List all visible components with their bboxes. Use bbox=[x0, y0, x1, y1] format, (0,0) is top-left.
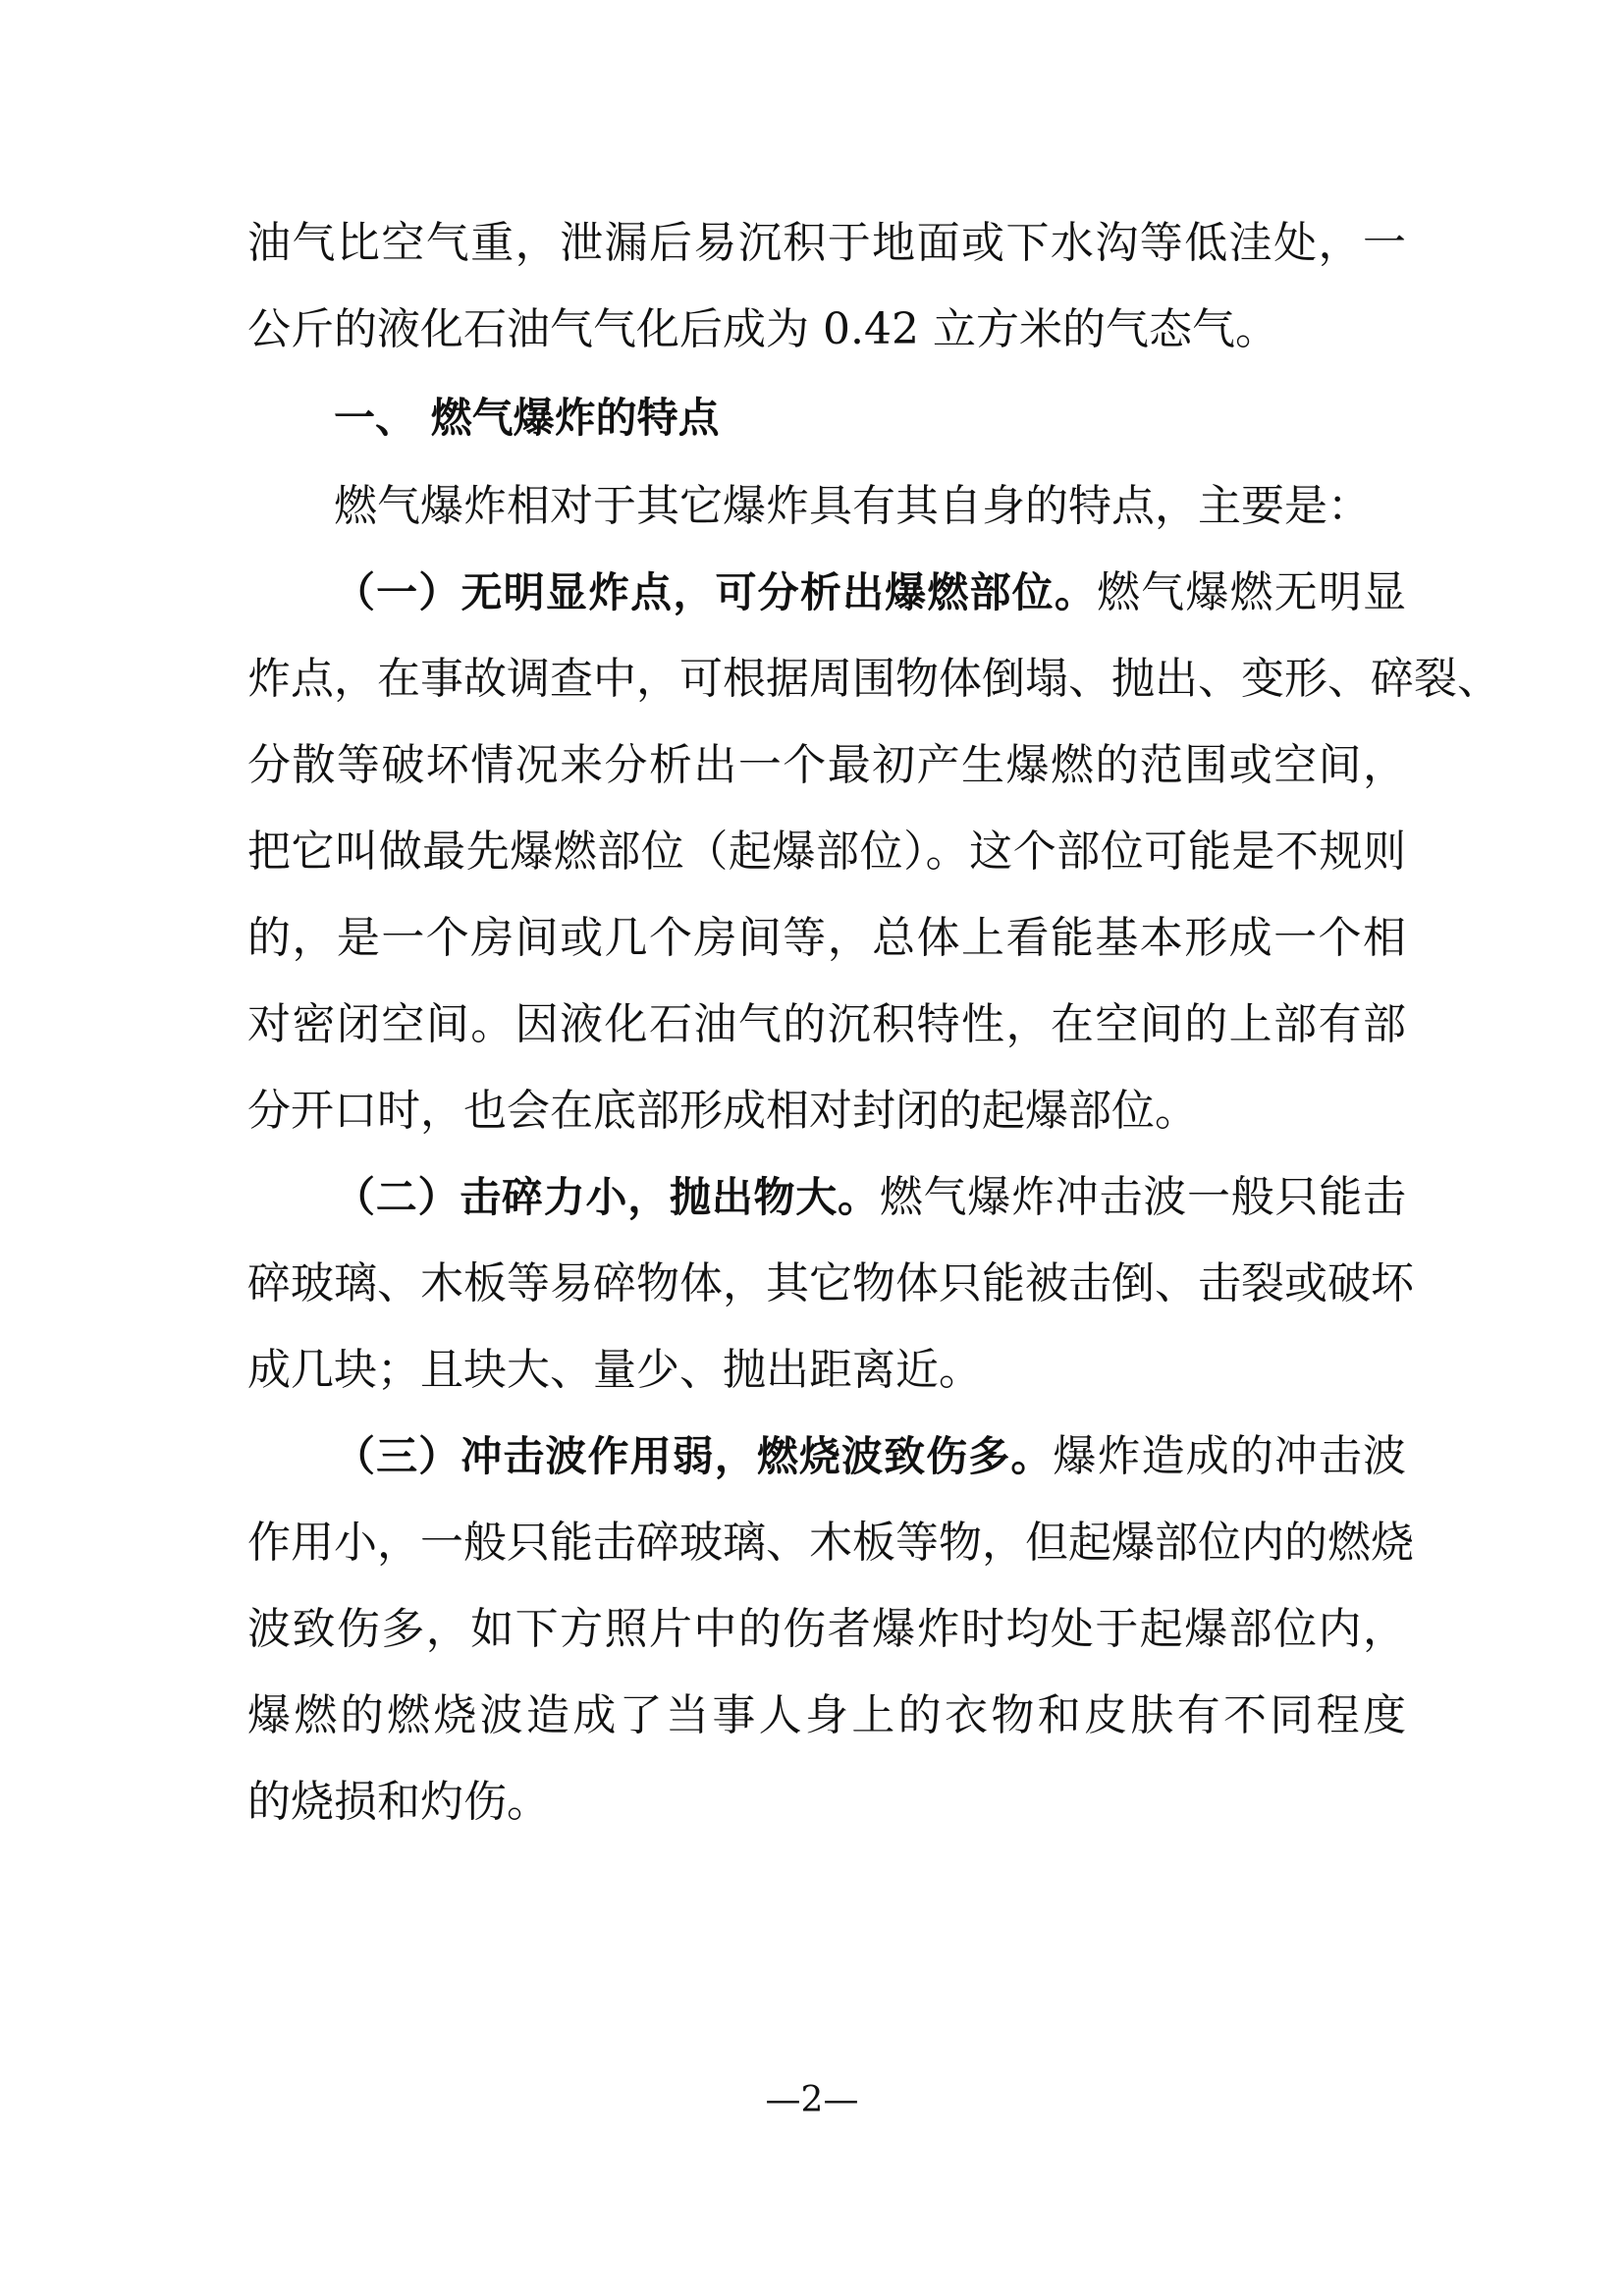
item-first-line bbox=[334, 563, 1406, 622]
body-line: 的烧损和灼伤。 bbox=[247, 1777, 550, 1827]
body-line: 碎玻璃、木板等易碎物体，其它物体只能被击倒、击裂或破坏 bbox=[247, 1258, 1414, 1308]
body-line: 公斤的液化石油气气化后成为 0.42 立方米的气态气。 bbox=[247, 304, 1278, 354]
item-title: （二）击碎力小，抛出物大。 bbox=[334, 1173, 880, 1221]
body-line: 成几块；且块大、量少、抛出距离近。 bbox=[247, 1345, 982, 1395]
body-line: 作用小，一般只能击碎玻璃、木板等物，但起爆部位内的燃烧 bbox=[247, 1518, 1414, 1568]
item-text: 燃气爆燃无明显 bbox=[1097, 567, 1406, 617]
item-title: （一）无明显炸点，可分析出爆燃部位。 bbox=[334, 568, 1097, 616]
item-text: 燃气爆炸冲击波一般只能击 bbox=[879, 1172, 1406, 1222]
body-line: 爆燃的燃烧波造成了当事人身上的衣物和皮肤有不同程度 bbox=[247, 1690, 1406, 1740]
body-line: 分散等破坏情况来分析出一个最初产生爆燃的范围或空间， bbox=[247, 740, 1406, 790]
body-line: 油气比空气重，泄漏后易沉积于地面或下水沟等低洼处，一 bbox=[247, 218, 1406, 268]
section-heading: 一、 燃气爆炸的特点 bbox=[334, 394, 720, 442]
body-line: 对密闭空间。因液化石油气的沉积特性，在空间的上部有部 bbox=[247, 999, 1406, 1049]
item-first-line bbox=[334, 1427, 1406, 1486]
body-line: 分开口时，也会在底部形成相对封闭的起爆部位。 bbox=[247, 1086, 1198, 1136]
item-text: 爆炸造成的冲击波 bbox=[1053, 1431, 1407, 1481]
page-number: —2— bbox=[765, 2080, 859, 2120]
item-title: （三）冲击波作用弱，燃烧波致伤多。 bbox=[334, 1432, 1054, 1480]
body-line: 炸点，在事故调查中，可根据周围物体倒塌、抛出、变形、碎裂、 bbox=[247, 654, 1500, 704]
body-line: 把它叫做最先爆燃部位（起爆部位）。这个部位可能是不规则 bbox=[247, 827, 1406, 877]
body-line: 波致伤多，如下方照片中的伤者爆炸时均处于起爆部位内， bbox=[247, 1604, 1406, 1654]
item-first-line bbox=[334, 1168, 1406, 1227]
body-line: 的，是一个房间或几个房间等，总体上看能基本形成一个相 bbox=[247, 913, 1406, 963]
section-intro: 燃气爆炸相对于其它爆炸具有其自身的特点，主要是： bbox=[334, 481, 1371, 531]
